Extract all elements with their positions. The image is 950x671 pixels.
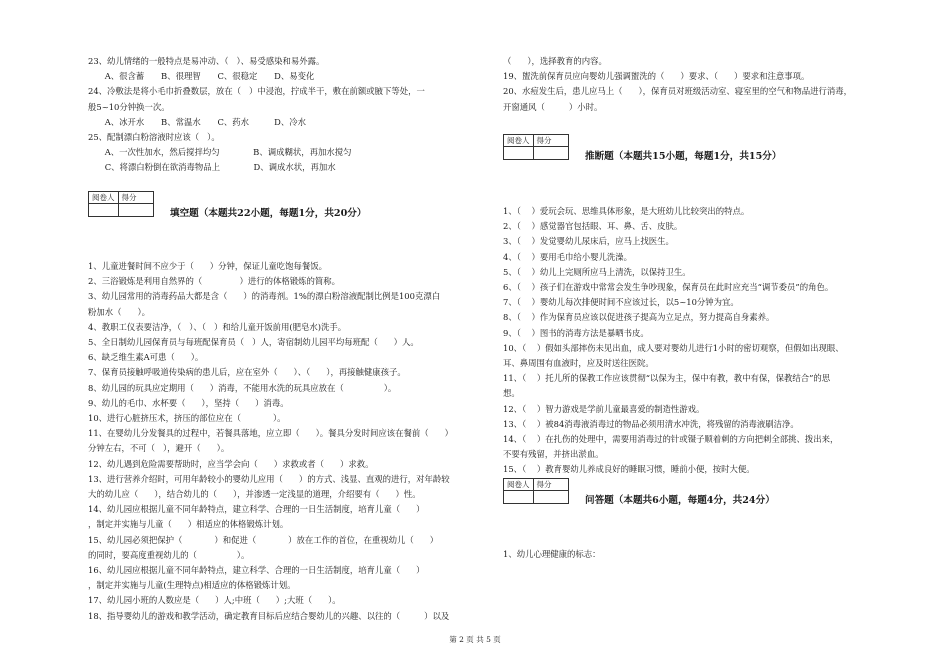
reviewer-label: 阅卷人 (89, 192, 119, 204)
judge-line: 6、（ ）孩子们在游戏中常常会发生争吵现象，保育员在此时应充当“调节委员”的角色。 (503, 282, 834, 292)
score-box-judge (503, 134, 569, 160)
judge-line: 13、（ ）被84消毒液消毒过的物品必须用清水冲洗，将残留的消毒液刷洁净。 (503, 418, 799, 429)
judge-line: 12、（ ）智力游戏是学前儿童最喜爱的制造性游戏。 (503, 403, 705, 414)
question-line: 般5~10分钟换一次。 (88, 101, 170, 112)
fill-blank-line: 12、幼儿遇到危险需要帮助时，应当学会向（ ）求救或者（ ）求救。 (88, 458, 374, 469)
judge-line: 15、（ ）教育婴幼儿养成良好的睡眠习惯，睡前小便，按时大便。 (503, 464, 755, 475)
question-line: 19、盥洗前保育员应向婴幼儿强调盥洗的（ ）要求、（ ）要求和注意事项。 (503, 71, 810, 82)
score-box-qa (503, 478, 569, 504)
question-line: 20、水痘发生后，患儿应马上（ ），保育员对班级活动室、寝室里的空气和物品进行消毒， (503, 86, 853, 97)
question-line: 23、幼儿情绪的一般特点是易冲动、（ ）、易受感染和易外露。 (88, 56, 325, 66)
fill-blank-line: 的同时，要高度重视幼儿的（ ）。 (88, 549, 250, 560)
question-line: A、冰开水 B、常温水 C、药水 D、冷水 (88, 116, 306, 127)
judge-line: 14、（ ）在扎伤的处理中，需要用消毒过的针或镊子顺着刺的方向把刺全部挑、拨出来， (503, 434, 839, 444)
score-label: 得分 (533, 479, 568, 491)
fill-blank-line: 大的幼儿应（ ），结合幼儿的（ ），并渗透一定浅显的道理，介绍要有（ ）性。 (88, 489, 421, 499)
question-line: 24、冷敷法是将小毛巾折叠数层，放在（ ）中浸泡，拧成半干，敷在前额或腋下等处，一 (88, 86, 425, 97)
fill-blank-line: 7、保育员接触呼吸道传染病的患儿后，应在室外（ ）、（ ），再接触健康孩子。 (88, 367, 406, 378)
judge-line: 7、（ ）婴幼儿每次排便时间不应该过长，以5~10分钟为宜。 (503, 297, 739, 308)
judge-line: 4、（ ）要用毛巾给小婴儿洗澡。 (503, 251, 633, 262)
question-line: 25、配制漂白粉溶液时应该（ ）。 (88, 132, 220, 142)
judge-line: 11、（ ）托儿所的保教工作应该贯彻“以保为主，保中有教，教中有保，保教结合”的思 (503, 373, 831, 384)
reviewer-label: 阅卷人 (504, 479, 534, 491)
score-label: 得分 (118, 192, 153, 204)
question-line: A、一次性加水，然后搅拌均匀 B、调成糊状，再加水搅匀 (88, 147, 352, 158)
judge-line: 耳、鼻周围有血液时，应及时送往医院。 (503, 358, 654, 368)
fill-blank-line: 6、缺乏维生素A可患（ ）。 (88, 352, 204, 363)
fill-blank-heading: 填空题（本题共22小题，每题1分，共20分） (170, 208, 367, 219)
question-line: 开窗通风（ ）小时。 (503, 101, 603, 112)
fill-blank-line: 8、幼儿园的玩具应定期用（ ）消毒，不能用水洗的玩具应放在（ ）。 (88, 382, 397, 393)
fill-blank-line: 2、三浴锻炼是利用自然界的（ ）进行的体格锻炼的简称。 (88, 276, 340, 287)
judge-line: 1、（ ）爱玩会玩、思维具体形象，是大班幼儿比较突出的特点。 (503, 206, 750, 216)
fill-blank-line: 粉加水（ ）。 (88, 306, 151, 317)
judge-line: 3、（ ）发觉婴幼儿尿床后，应马上找医生。 (503, 236, 674, 247)
fill-blank-line: 1、儿童进餐时间不应少于（ ）分钟，保证儿童吃饱每餐饭。 (88, 261, 328, 271)
question-line: （ ），选择教育的内容。 (503, 56, 607, 66)
qa-heading: 问答题（本题共6小题，每题4分，共24分） (585, 495, 775, 506)
fill-blank-line: 9、幼儿的毛巾、水杯要（ ），坚持（ ）消毒。 (88, 397, 289, 408)
judge-line: 2、（ ）感觉器官包括眼、耳、鼻、舌、皮肤。 (503, 221, 683, 232)
fill-blank-line: 10、进行心脏挤压术，挤压的部位应在（ ）。 (88, 413, 286, 423)
fill-blank-line: 16、幼儿园应根据儿童不同年龄特点，建立科学、合理的一日生活制度，培育儿童（ ） (88, 565, 425, 575)
judge-line: 想。 (503, 388, 520, 399)
fill-blank-line: 15、幼儿园必须把保护（ ）和促进（ ）放在工作的首位，在重视幼儿（ ） (88, 534, 439, 545)
fill-blank-line: 18、指导婴幼儿的游戏和教学活动，确定教育目标后应结合婴幼儿的兴趣、以往的（ ）以及 (88, 610, 450, 621)
fill-blank-line: ，制定并实施与儿童（ ）相适应的体格锻炼计划。 (88, 519, 289, 530)
judge-line: 8、（ ）作为保育员应该以促进孩子提高为立足点，努力提高自身素养。 (503, 312, 775, 323)
fill-blank-line: 3、幼儿园常用的消毒药品大都是含（ ）的消毒剂。1%的漂白粉溶液配制比例是100克漂白 (88, 291, 441, 302)
fill-blank-line: 14、幼儿园应根据儿童不同年龄特点，建立科学、合理的一日生活制度，培育儿童（ ） (88, 504, 425, 515)
fill-blank-line: 13、进行营养介绍时，可用年龄较小的婴幼儿应用（ ）的方式、浅显、直观的进行，对年龄较 (88, 473, 450, 484)
question-line: A、很含蓄 B、很理智 C、很稳定 D、易变化 (88, 71, 315, 82)
qa-line: 1、幼儿心理健康的标志： (503, 549, 601, 559)
page-footer: 第 2 页 共 5 页 (449, 635, 501, 644)
judge-line: 10、（ ）假如头部摔伤未见出血，成人要对婴幼儿进行1小时的密切观察，但假如出现眼、 (503, 342, 844, 353)
judge-line: 9、（ ）图书的消毒方法是暴晒书皮。 (503, 327, 649, 338)
fill-blank-line: 分钟左右，不可（ ），避开（ ）。 (88, 443, 230, 454)
judge-line: 5、（ ）幼儿上完厕所应马上清洗，以保持卫生。 (503, 266, 691, 277)
score-box-fill (88, 191, 154, 217)
fill-blank-line: 5、全日制幼儿园保育员与每班配保育员（ ）人，寄宿制幼儿园平均每班配（ ）人。 (88, 337, 419, 347)
judge-heading: 推断题（本题共15小题，每题1分，共15分） (585, 151, 782, 162)
fill-blank-line: 11、在婴幼儿分发餐具的过程中，若餐具落地，应立即（ ）。餐具分发时间应该在餐前（ ） (88, 428, 454, 439)
score-label: 得分 (533, 135, 568, 147)
fill-blank-line: 4、教职工仪表要洁净，（ ）、（ ）和给儿童开饭前用(肥皂水)洗手。 (88, 321, 347, 332)
fill-blank-line: ，制定并实施与儿童(生理特点)相适应的体格锻炼计划。 (88, 580, 296, 591)
judge-line: 不要有残留，并挤出淤血。 (503, 449, 604, 460)
reviewer-label: 阅卷人 (504, 135, 534, 147)
fill-blank-line: 17、幼儿园小班的人数应是（ ）人;中班（ ）;大班（ ）。 (88, 595, 341, 606)
question-line: C、将漂白粉倒在欲消毒物品上 D、调成水状，再加水 (88, 162, 336, 173)
